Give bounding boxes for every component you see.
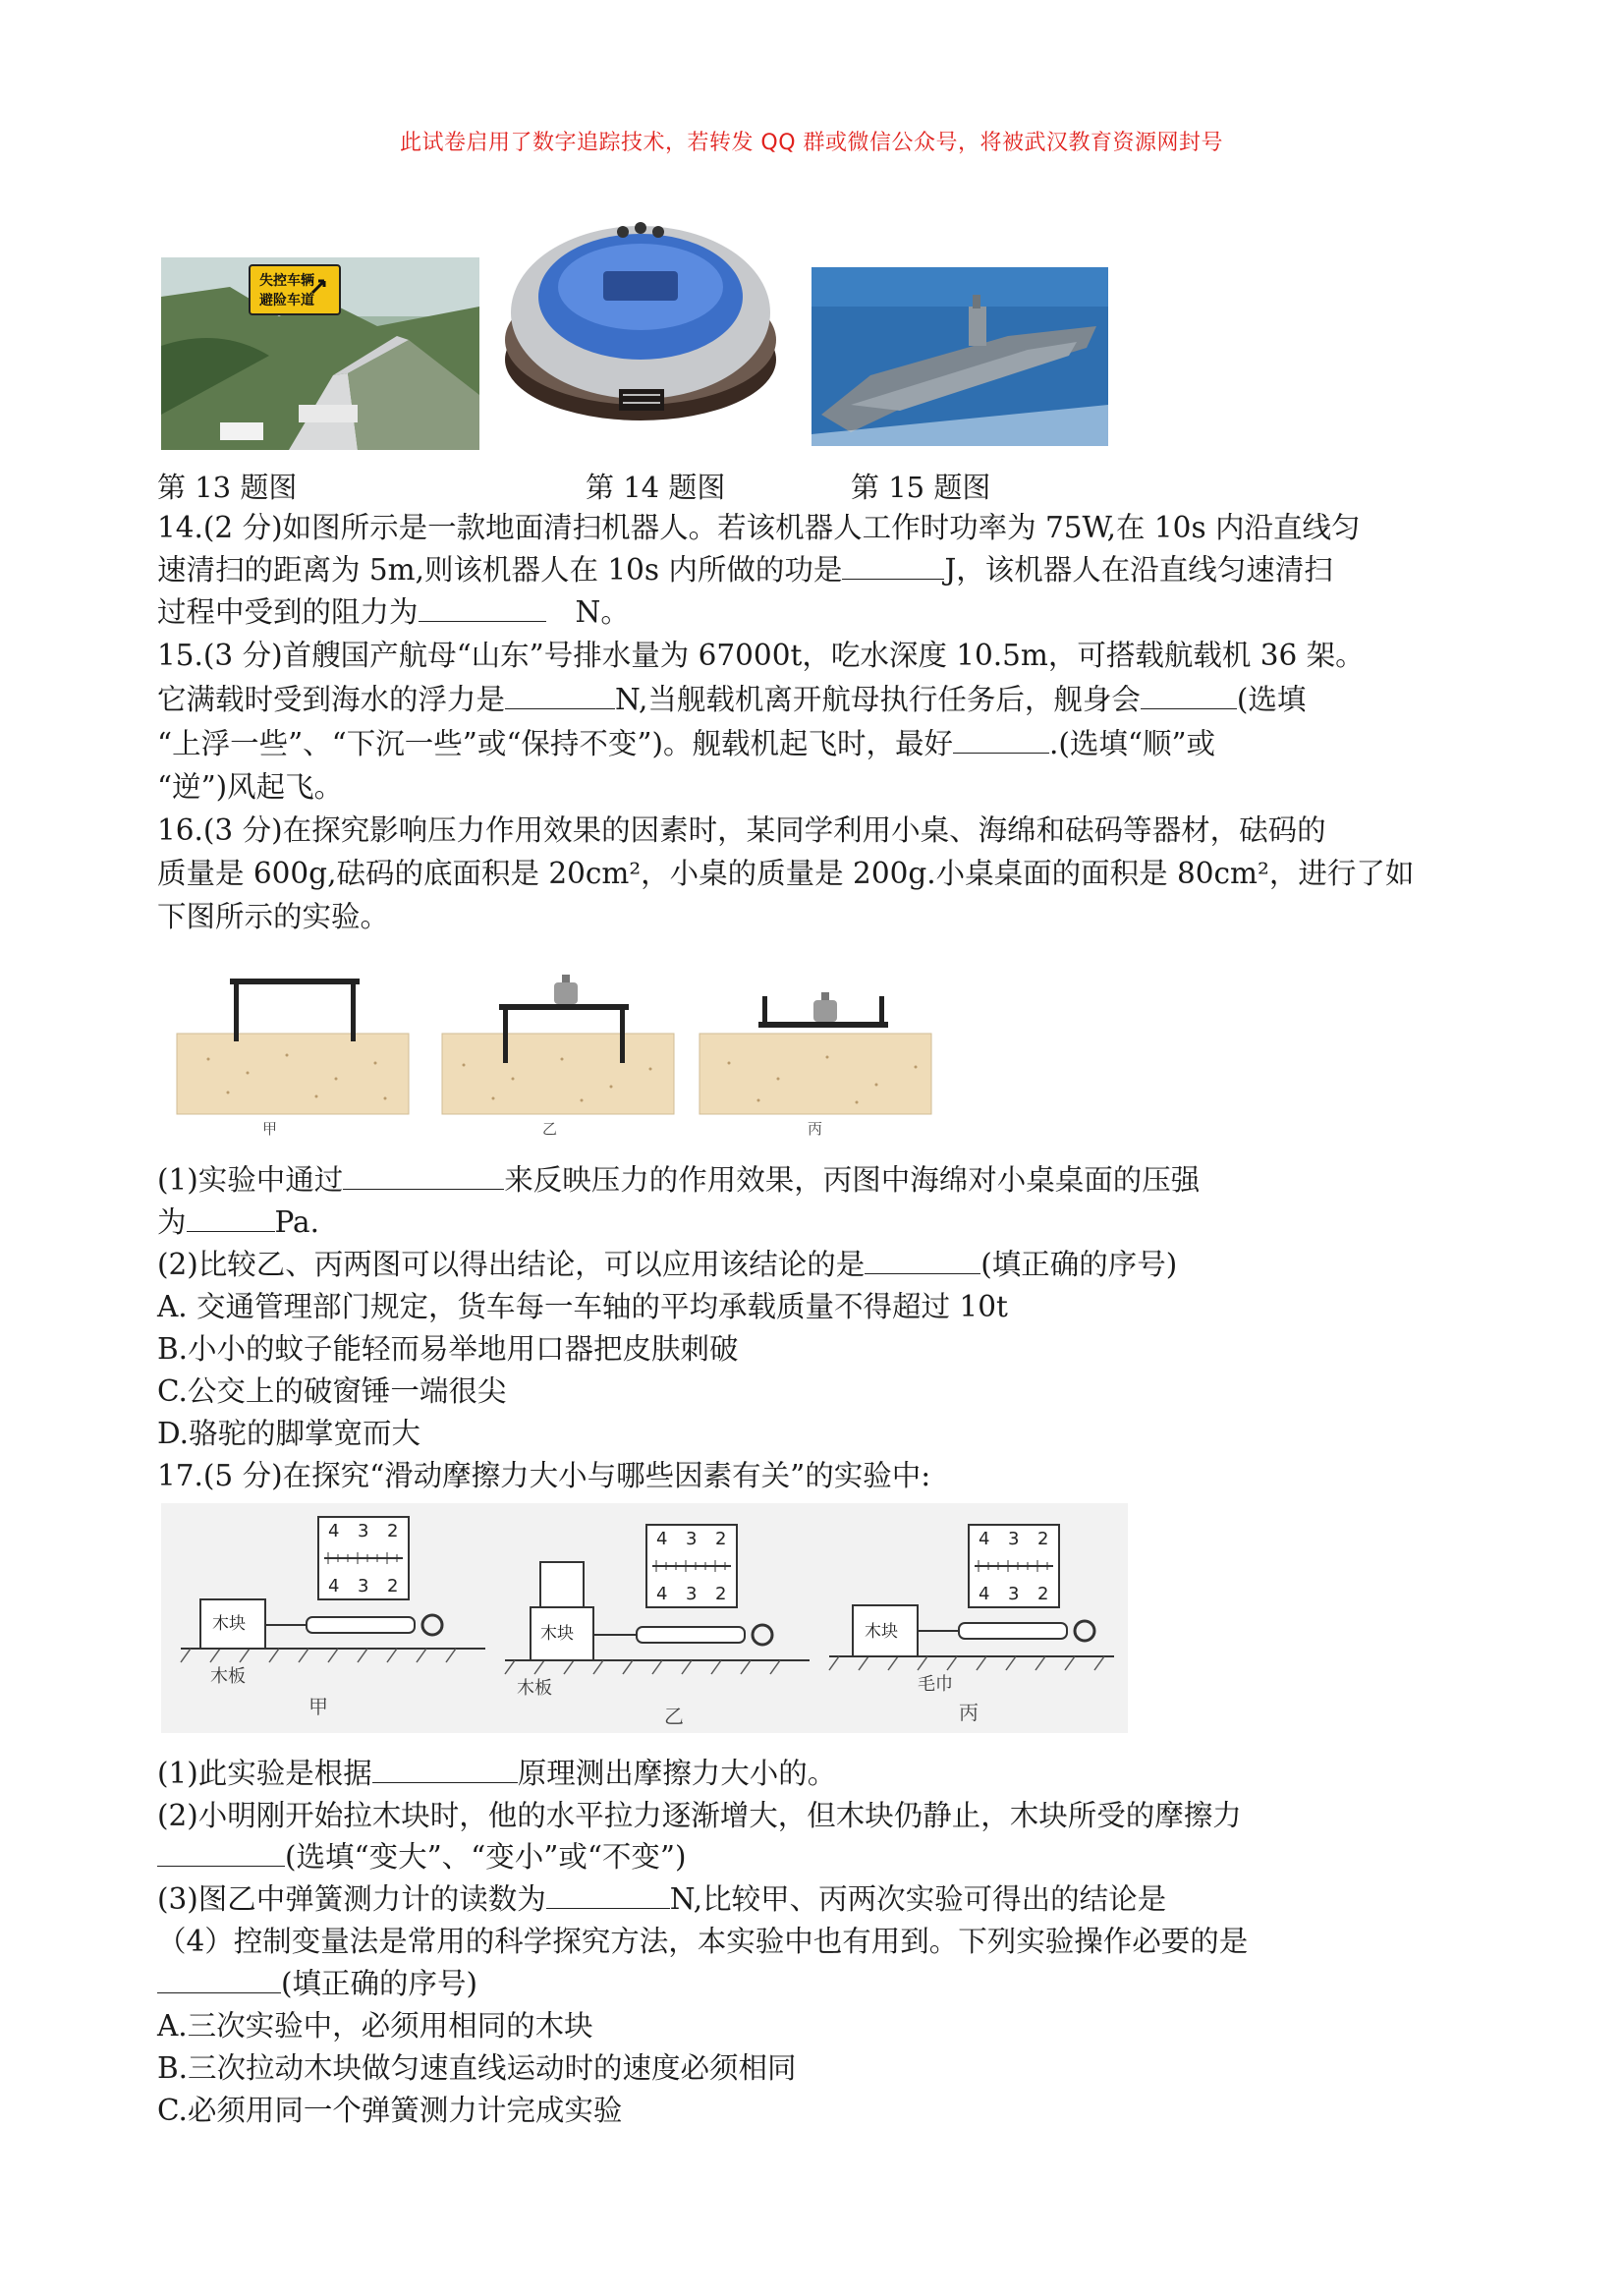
svg-text:3: 3 <box>1008 1529 1020 1549</box>
q16-answer-blank-pressure[interactable] <box>187 1205 275 1232</box>
q17-sub2-line-2 <box>157 1836 1483 1877</box>
q16-text: Pa. <box>274 1205 320 1239</box>
svg-text:乙: 乙 <box>664 1705 684 1728</box>
q17-text: N,比较甲、丙两次实验可得出的结论是 <box>669 1882 1167 1916</box>
q16-text: (1)实验中通过 <box>157 1163 344 1197</box>
q15-answer-blank-buoyancy[interactable] <box>505 683 615 709</box>
q17-text: 原理测出摩擦力大小的。 <box>517 1757 837 1790</box>
q17-answer-blank-friction[interactable] <box>157 1840 285 1867</box>
caption-figure-15: 第 15 题图 <box>851 471 991 504</box>
q16-option-a: A. 交通管理部门规定，货车每一车轴的平均承载质量不得超过 10t <box>157 1290 1008 1323</box>
svg-text:丙: 丙 <box>959 1701 979 1724</box>
q14-text: N。 <box>575 595 630 629</box>
svg-text:甲: 甲 <box>308 1695 328 1718</box>
q16-text: 来反映压力的作用效果，丙图中海绵对小桌桌面的压强 <box>504 1163 1201 1197</box>
svg-text:3: 3 <box>1008 1584 1020 1604</box>
q16-label-yi: 乙 <box>542 1120 558 1138</box>
svg-text:3: 3 <box>686 1529 698 1549</box>
q14-answer-blank-work[interactable] <box>842 553 944 580</box>
q16-text: 为 <box>157 1205 187 1239</box>
q17-text: (填正确的序号) <box>281 1967 478 2000</box>
q17-sub4-line-2 <box>157 1963 1483 2004</box>
svg-text:2: 2 <box>715 1584 727 1604</box>
svg-text:4: 4 <box>656 1529 668 1549</box>
q17-text: (1)此实验是根据 <box>157 1757 372 1790</box>
svg-text:木块: 木块 <box>865 1622 898 1642</box>
svg-text:2: 2 <box>1037 1529 1049 1549</box>
q16-sub2-line <box>157 1244 1483 1285</box>
q17-text: (选填“变大”、“变小”或“不变”) <box>285 1840 687 1874</box>
svg-text:木块: 木块 <box>540 1624 574 1644</box>
q14-text: 速清扫的距离为 5m,则该机器人在 10s 内所做的功是 <box>157 553 843 587</box>
q17-sub1-line <box>157 1753 1483 1794</box>
q17-answer-blank-principle[interactable] <box>372 1757 518 1783</box>
watermark-notice: 此试卷启用了数字追踪技术，若转发 QQ 群或微信公众号，将被武汉教育资源网封号 <box>399 131 1224 155</box>
svg-text:木块: 木块 <box>212 1614 246 1634</box>
q15-text: N,当舰载机离开航母执行任务后，舰身会 <box>615 683 1141 716</box>
q16-experiment-figure <box>169 971 945 1148</box>
svg-text:木板: 木板 <box>210 1666 246 1687</box>
svg-text:2: 2 <box>715 1529 727 1549</box>
q16-option-b: B.小小的蚊子能轻而易举地用口器把皮肤刺破 <box>157 1332 739 1366</box>
q17-answer-blank-reading[interactable] <box>546 1882 670 1909</box>
svg-text:4: 4 <box>979 1529 990 1549</box>
caption-figure-13: 第 13 题图 <box>157 471 298 504</box>
q14-text: J，该机器人在沿直线匀速清扫 <box>944 553 1333 587</box>
q16-text: (填正确的序号) <box>980 1248 1178 1281</box>
q16-sub1-line-1 <box>157 1159 1483 1201</box>
q17-sub4-line-1: （4）控制变量法是常用的科学探究方法，本实验中也有用到。下列实验操作必要的是 <box>157 1925 1249 1958</box>
svg-text:2: 2 <box>387 1521 399 1541</box>
q16-option-c: C.公交上的破窗锤一端很尖 <box>157 1374 507 1408</box>
sign-text-line-2: 避险车道 <box>259 293 314 308</box>
svg-text:毛巾: 毛巾 <box>918 1674 953 1695</box>
caption-figure-14: 第 14 题图 <box>586 471 726 504</box>
q15-line-3 <box>157 723 1483 764</box>
sign-text-line-1: 失控车辆 <box>259 273 314 289</box>
svg-text:4: 4 <box>979 1584 990 1604</box>
q15-text: “上浮一些”、“下沉一些”或“保持不变”)。舰载机起飞时，最好 <box>157 727 953 760</box>
q15-answer-blank-hull[interactable] <box>1141 683 1237 709</box>
q16-label-bing: 丙 <box>808 1120 823 1138</box>
svg-text:3: 3 <box>686 1584 698 1604</box>
svg-text:2: 2 <box>387 1576 399 1596</box>
q14-answer-blank-resistance[interactable] <box>419 595 546 622</box>
q16-line-3: 下图所示的实验。 <box>157 900 390 933</box>
q16-label-jia: 甲 <box>262 1120 278 1138</box>
q17-sub2-line-1: (2)小明刚开始拉木块时，他的水平拉力逐渐增大，但木块仍静止，木块所受的摩擦力 <box>157 1799 1242 1832</box>
q15-text: 它满载时受到海水的浮力是 <box>157 683 506 716</box>
svg-text:4: 4 <box>328 1576 340 1596</box>
q17-option-a: A.三次实验中，必须用相同的木块 <box>157 2009 593 2043</box>
q17-line-1: 17.(5 分)在探究“滑动摩擦力大小与哪些因素有关”的实验中: <box>157 1459 931 1492</box>
q14-text: 过程中受到的阻力为 <box>157 595 419 629</box>
q17-experiment-figure <box>161 1503 1128 1733</box>
q16-sub1-line-2 <box>157 1202 1483 1243</box>
q16-answer-blank-choice[interactable] <box>865 1248 980 1274</box>
q17-option-b: B.三次拉动木块做匀速直线运动时的速度必须相同 <box>157 2051 797 2085</box>
q16-answer-blank-method[interactable] <box>343 1163 504 1190</box>
q16-line-1: 16.(3 分)在探究影响压力作用效果的因素时，某同学利用小桌、海绵和砝码等器材，砝码的 <box>157 813 1326 847</box>
figure-14-robot-vacuum <box>495 202 786 444</box>
svg-text:木板: 木板 <box>517 1678 552 1699</box>
q17-text: (3)图乙中弹簧测力计的读数为 <box>157 1882 546 1916</box>
svg-text:2: 2 <box>1037 1584 1049 1604</box>
svg-text:4: 4 <box>328 1521 340 1541</box>
figure-15-aircraft-carrier <box>812 267 1108 446</box>
q14-line-1: 14.(2 分)如图所示是一款地面清扫机器人。若该机器人工作时功率为 75W,在 10s 内沿直线匀 <box>157 511 1361 544</box>
q17-option-c: C.必须用同一个弹簧测力计完成实验 <box>157 2094 623 2127</box>
q16-line-2: 质量是 600g,砝码的底面积是 20cm²，小桌的质量是 200g.小桌桌面的面积是 80cm²，进行了如 <box>157 857 1415 890</box>
q14-line-3 <box>157 591 1483 633</box>
q15-text: (选填 <box>1236 683 1307 716</box>
q15-text: .(选填“顺”或 <box>1049 727 1216 760</box>
figure-13-escape-lane-photo <box>161 257 479 450</box>
q14-line-2 <box>157 549 1483 590</box>
q15-line-1: 15.(3 分)首艘国产航母“山东”号排水量为 67000t，吃水深度 10.5m，可搭载航载机 36 架。 <box>157 639 1365 672</box>
q17-sub3-line <box>157 1878 1483 1920</box>
q16-text: (2)比较乙、丙两图可以得出结论，可以应用该结论的是 <box>157 1248 866 1281</box>
svg-text:4: 4 <box>656 1584 668 1604</box>
svg-text:3: 3 <box>358 1576 369 1596</box>
svg-text:3: 3 <box>358 1521 369 1541</box>
q15-line-4: “逆”)风起飞。 <box>157 770 344 804</box>
q15-line-2 <box>157 679 1483 720</box>
q16-option-d: D.骆驼的脚掌宽而大 <box>157 1417 420 1450</box>
q17-answer-blank-choice[interactable] <box>157 1967 281 1993</box>
q15-answer-blank-wind[interactable] <box>953 727 1049 754</box>
